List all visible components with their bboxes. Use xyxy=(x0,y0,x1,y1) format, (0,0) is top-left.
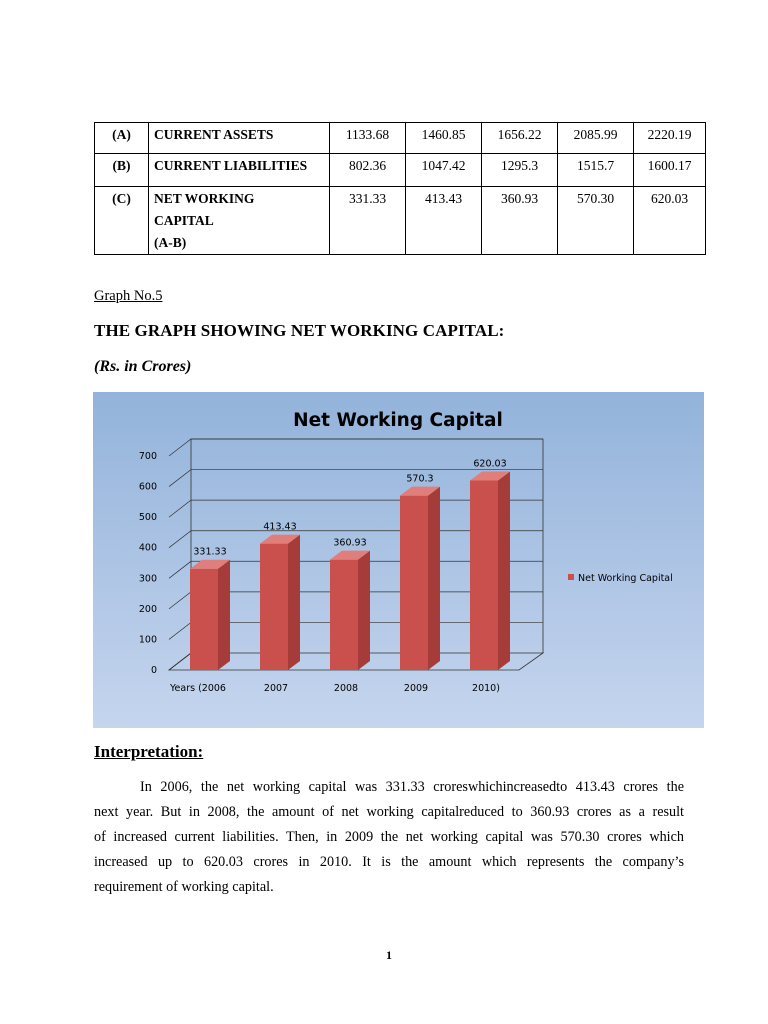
table-row xyxy=(95,154,706,187)
row-label-line: CURRENT LIABILITIES xyxy=(154,158,308,173)
net-working-capital-chart xyxy=(93,392,704,728)
bar xyxy=(400,496,428,670)
y-tick-label: 400 xyxy=(138,542,157,554)
bar xyxy=(190,569,218,670)
x-tick-label: Years (2006 xyxy=(170,683,226,694)
row-label-line: (A-B) xyxy=(154,235,187,250)
bar-side xyxy=(288,535,300,670)
data-label: 620.03 xyxy=(473,458,507,470)
paragraph-line: of increased current liabilities. Then, in 2009 the net working capital was 570.30 crores which xyxy=(94,829,684,845)
x-tick-label: 2007 xyxy=(263,683,289,694)
x-tick-label: 2008 xyxy=(333,683,359,694)
table-row xyxy=(95,187,706,255)
data-label: 360.93 xyxy=(333,537,367,549)
row-label-line: CURRENT ASSETS xyxy=(154,127,274,142)
graph-unit: (Rs. in Crores) xyxy=(94,358,192,375)
table-cell: 1656.22 xyxy=(482,123,558,154)
bar xyxy=(330,560,358,670)
table-cell: 1515.7 xyxy=(558,154,634,187)
y-tick-label: 700 xyxy=(138,451,157,462)
table-cell: 1600.17 xyxy=(634,154,706,187)
table-cell: 1047.42 xyxy=(406,154,482,187)
x-tick-label: 2010) xyxy=(472,683,500,694)
bar-side xyxy=(428,487,440,670)
y-tick-label: 500 xyxy=(138,512,157,524)
graph-number: Graph No.5 xyxy=(94,288,163,304)
table-cell: 570.30 xyxy=(558,187,634,255)
row-code: (A) xyxy=(95,123,149,154)
financial-data-table xyxy=(94,122,706,255)
chart-legend xyxy=(568,573,673,584)
bar xyxy=(260,544,288,670)
paragraph-line: In 2006, the net working capital was 331.33 croreswhichincreasedto 413.43 crores the xyxy=(140,779,684,795)
table-cell: 1133.68 xyxy=(330,123,406,154)
bar-side xyxy=(358,551,370,670)
table-cell: 802.36 xyxy=(330,154,406,187)
table-cell: 620.03 xyxy=(634,187,706,255)
interpretation-heading: Interpretation: xyxy=(94,742,204,761)
data-label: 570.3 xyxy=(406,473,434,485)
table-cell: 2220.19 xyxy=(634,123,706,154)
page-number: 1 xyxy=(386,948,392,962)
table-cell: 1460.85 xyxy=(406,123,482,154)
data-label: 413.43 xyxy=(263,521,297,533)
table-cell: 1295.3 xyxy=(482,154,558,187)
table-row xyxy=(95,123,706,154)
table-cell: 360.93 xyxy=(482,187,558,255)
bar xyxy=(470,480,498,670)
y-tick-label: 200 xyxy=(138,603,157,615)
row-label xyxy=(149,123,330,154)
y-tick-label: 600 xyxy=(138,481,157,493)
bar-side xyxy=(498,471,510,670)
row-label-line: CAPITAL xyxy=(154,213,214,228)
row-label xyxy=(149,154,330,187)
table-cell: 331.33 xyxy=(330,187,406,255)
chart-title: Net Working Capital xyxy=(293,410,503,431)
row-code: (B) xyxy=(95,154,149,187)
y-tick-label: 0 xyxy=(150,665,157,676)
row-code: (C) xyxy=(95,187,149,255)
legend-swatch xyxy=(568,574,574,580)
x-tick-label: 2009 xyxy=(403,683,429,694)
table-cell: 413.43 xyxy=(406,187,482,255)
graph-heading: THE GRAPH SHOWING NET WORKING CAPITAL: xyxy=(94,321,505,340)
row-label xyxy=(149,187,330,255)
chart-background xyxy=(93,392,704,728)
table-cell: 2085.99 xyxy=(558,123,634,154)
paragraph-line: increased up to 620.03 crores in 2010. It is the amount which represents the company’s xyxy=(94,854,684,870)
row-label-line: NET WORKING xyxy=(154,191,255,206)
y-tick-label: 100 xyxy=(138,634,157,646)
data-label: 331.33 xyxy=(193,546,227,558)
paragraph-line: next year. But in 2008, the amount of net working capitalreduced to 360.93 crores as a result xyxy=(94,804,684,820)
legend-label: Net Working Capital xyxy=(578,573,673,584)
paragraph-line: requirement of working capital. xyxy=(94,879,274,895)
interpretation-paragraph xyxy=(94,775,684,900)
y-tick-label: 300 xyxy=(138,573,157,585)
chart-svg xyxy=(93,392,704,728)
bar-side xyxy=(218,560,230,670)
